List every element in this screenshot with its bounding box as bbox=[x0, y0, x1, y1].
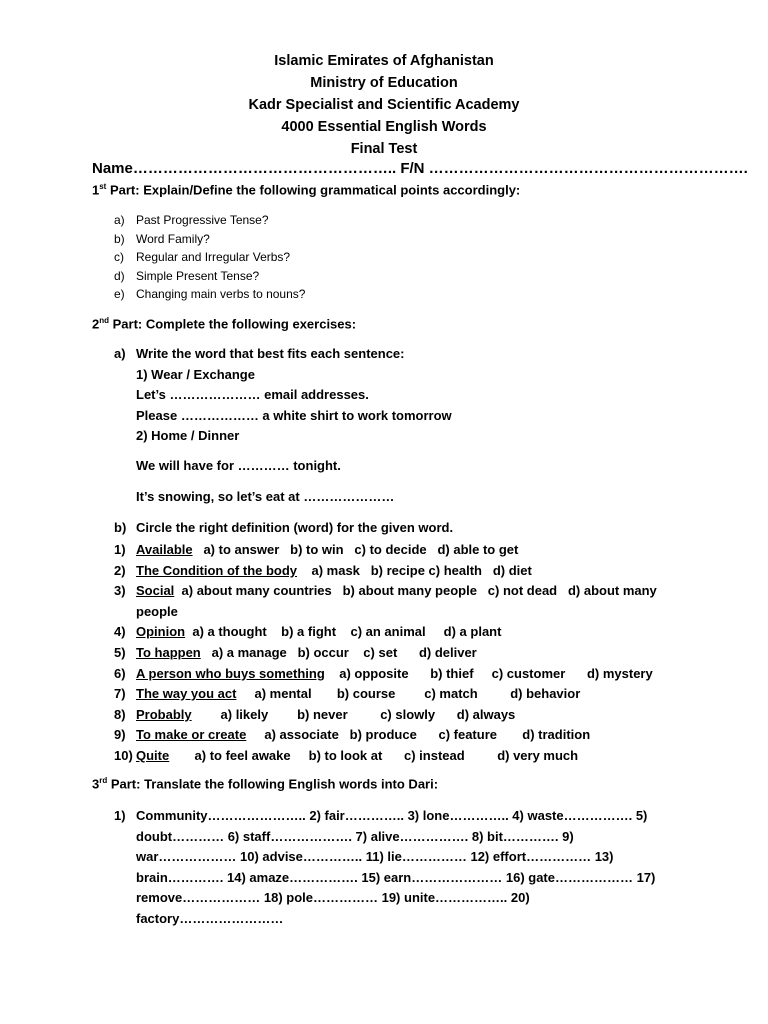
document-header bbox=[0, 50, 768, 160]
target-word: To make or create bbox=[136, 727, 247, 743]
item-body bbox=[136, 746, 578, 767]
part1-sup: st bbox=[99, 182, 107, 191]
item-options: a) a manage b) occur c) set d) deliver bbox=[200, 644, 477, 660]
list-text: Past Progressive Tense? bbox=[136, 213, 269, 227]
part2-b-marker: b) bbox=[114, 520, 127, 535]
list-item bbox=[114, 211, 305, 230]
item-body bbox=[136, 540, 518, 561]
header-country: Islamic Emirates of Afghanistan bbox=[274, 53, 494, 69]
item-number: 3) bbox=[114, 583, 126, 599]
part1-title bbox=[92, 182, 520, 197]
target-word: The Condition of the body bbox=[136, 562, 298, 578]
list-item bbox=[114, 267, 305, 286]
item-options: a) associate b) produce c) feature d) tradition bbox=[246, 727, 591, 743]
item-options: a) about many countries b) about many people c) not dead d) about many people bbox=[136, 583, 661, 619]
header-ministry: Ministry of Education bbox=[310, 75, 458, 91]
item-body bbox=[136, 725, 590, 746]
list-marker: e) bbox=[114, 287, 125, 301]
item-number: 8) bbox=[114, 706, 126, 722]
item-number: 10) bbox=[114, 747, 133, 763]
item-number: 6) bbox=[114, 665, 126, 681]
item-options: a) a thought b) a fight c) an animal d) a plant bbox=[185, 624, 502, 640]
definition-list bbox=[114, 540, 684, 767]
part2-b-instruction: Circle the right definition (word) for the given word. bbox=[136, 520, 454, 535]
list-item bbox=[114, 561, 684, 582]
part2-ordinal: 2 bbox=[92, 316, 100, 332]
header-test-title: Final Test bbox=[350, 141, 418, 157]
target-word: A person who buys something bbox=[136, 665, 325, 681]
list-text: Regular and Irregular Verbs? bbox=[136, 250, 291, 264]
list-marker: b) bbox=[114, 231, 125, 246]
item-body bbox=[136, 643, 477, 664]
part1-title-text: Part: Explain/Define the following grammatical points accordingly: bbox=[106, 182, 521, 198]
translation-list bbox=[114, 806, 674, 929]
item-number: 4) bbox=[114, 624, 126, 640]
translation-words: Community………………….. 2) fair………….. 3) lone………….. 4) waste……………. 5) doubt………… 6) staff………………. 7) alive……………. 8) bit…………. 9) war……………… 10) advise………….. 11) lie…………… 12) effort…………… 13) brain…………. 14) amaze……………. 15) earn………………… 16) gate……………… 17) remove……………… 18) pole…………… 19) unite…………….. 20) factory…………………… bbox=[136, 808, 656, 926]
target-word: Social bbox=[136, 583, 175, 599]
part3-sup: rd bbox=[99, 776, 108, 785]
item-options: a) to feel awake b) to look at c) instead d) very much bbox=[169, 747, 579, 763]
target-word: Quite bbox=[136, 747, 170, 763]
item-body bbox=[136, 664, 653, 685]
item-number: 2) bbox=[114, 562, 126, 578]
item-number: 5) bbox=[114, 644, 126, 660]
list-item bbox=[114, 725, 684, 746]
part2-a-marker: a) bbox=[114, 346, 126, 361]
item-body bbox=[136, 561, 532, 582]
item-options: a) mask b) recipe c) health d) diet bbox=[297, 562, 532, 578]
list-item bbox=[114, 622, 684, 643]
item-number: 7) bbox=[114, 686, 126, 702]
item-number: 1) bbox=[114, 542, 126, 557]
part3-title bbox=[92, 776, 438, 791]
list-marker: c) bbox=[114, 250, 124, 264]
list-marker: d) bbox=[114, 268, 125, 283]
target-word: The way you act bbox=[136, 686, 237, 702]
header-course: 4000 Essential English Words bbox=[281, 119, 487, 135]
list-item bbox=[114, 746, 684, 767]
part2-sup: nd bbox=[99, 316, 110, 325]
list-item bbox=[114, 248, 305, 267]
target-word: To happen bbox=[136, 644, 201, 660]
item-options: a) opposite b) thief c) customer d) mystery bbox=[324, 665, 653, 681]
group2-sentence1: We will have for ………… tonight. bbox=[136, 458, 341, 473]
list-text: Changing main verbs to nouns? bbox=[136, 287, 306, 301]
item-body bbox=[136, 705, 515, 726]
list-item bbox=[114, 285, 305, 304]
name-fn-line: Name…………………………………………….. F/N ………………………………………………………. bbox=[92, 160, 748, 177]
list-text: Simple Present Tense? bbox=[136, 268, 260, 283]
list-text: Word Family? bbox=[136, 231, 210, 246]
item-body bbox=[136, 622, 501, 643]
item-body bbox=[136, 581, 684, 622]
item-body bbox=[136, 684, 580, 705]
part2-title bbox=[92, 316, 356, 331]
list-item bbox=[114, 705, 684, 726]
item-options: a) mental b) course c) match d) behavior bbox=[236, 686, 581, 702]
group1-sentence1: Let’s ………………… email addresses. bbox=[136, 387, 369, 402]
header-academy: Kadr Specialist and Scientific Academy bbox=[248, 97, 520, 113]
item-options: a) to answer b) to win c) to decide d) able to get bbox=[192, 542, 519, 557]
list-marker: a) bbox=[114, 213, 125, 227]
list-item bbox=[114, 581, 684, 622]
item-options: a) likely b) never c) slowly d) always bbox=[191, 706, 516, 722]
part3-title-text: Part: Translate the following English words into Dari: bbox=[107, 776, 439, 792]
list-item bbox=[114, 643, 684, 664]
target-word: Available bbox=[136, 542, 193, 557]
list-item bbox=[114, 684, 684, 705]
item-number: 9) bbox=[114, 727, 126, 743]
list-item bbox=[114, 664, 684, 685]
item-number: 1) bbox=[114, 808, 126, 823]
part2-title-text: Part: Complete the following exercises: bbox=[109, 316, 357, 332]
list-item bbox=[114, 230, 305, 249]
list-item bbox=[114, 540, 684, 561]
part2-a-instruction: Write the word that best fits each sentence: bbox=[136, 346, 405, 361]
target-word: Opinion bbox=[136, 624, 186, 640]
group2-sentence2: It’s snowing, so let’s eat at ………………… bbox=[136, 489, 395, 504]
group2-label: 2) Home / Dinner bbox=[136, 428, 240, 443]
part1-list bbox=[114, 211, 305, 304]
target-word: Probably bbox=[136, 706, 192, 722]
group1-label: 1) Wear / Exchange bbox=[136, 367, 255, 382]
part1-ordinal: 1 bbox=[92, 182, 100, 198]
part3-ordinal: 3 bbox=[92, 776, 100, 792]
group1-sentence2: Please ……………… a white shirt to work tomorrow bbox=[136, 408, 452, 423]
